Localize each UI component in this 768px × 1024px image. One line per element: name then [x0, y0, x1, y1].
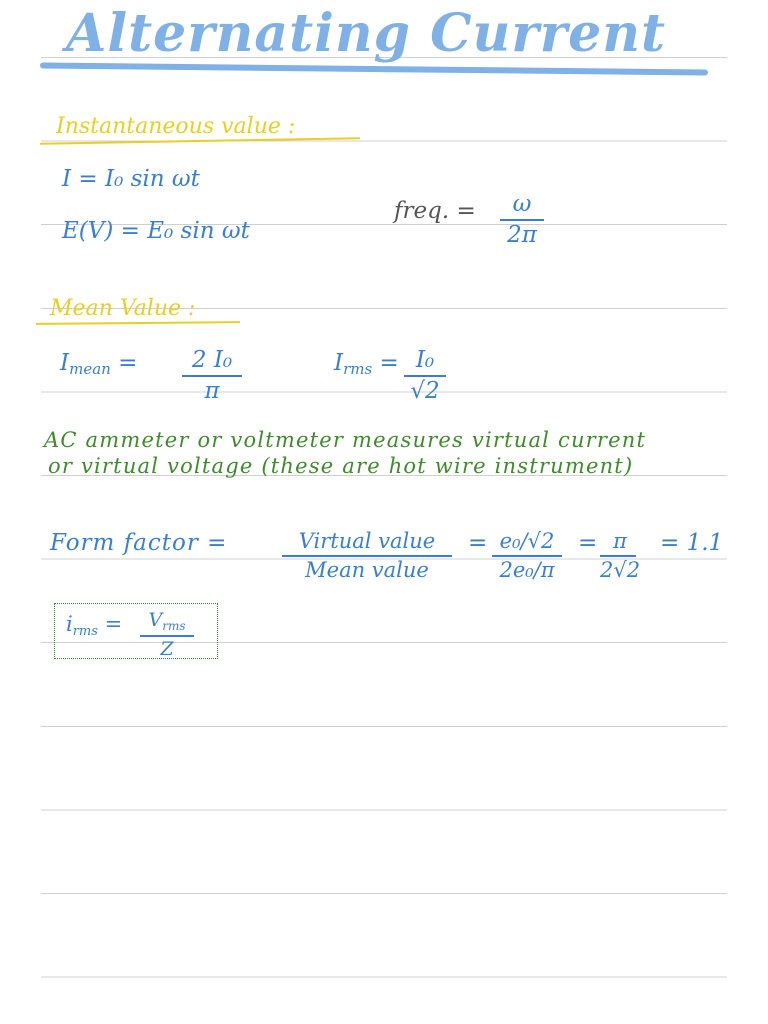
fraction-bar: [404, 375, 446, 377]
ff-frac3-numerator: π: [613, 529, 627, 553]
imean-subscript: mean: [69, 360, 111, 378]
imean-denominator: π: [204, 378, 220, 405]
freq-fraction: [500, 192, 544, 249]
irms-symbol: I: [334, 350, 344, 376]
fraction-bar: [492, 555, 562, 557]
page-title: Alternating Current: [66, 3, 667, 64]
freq-numerator: ω: [512, 191, 532, 217]
form-factor-fraction-1: [282, 530, 452, 582]
boxed-i-symbol: i: [66, 612, 73, 636]
ff-frac2-denominator: 2e₀/π: [499, 558, 555, 583]
ff-frac3-denominator: 2√2: [600, 558, 641, 583]
fraction-bar: [182, 375, 242, 377]
imean-symbol: I: [60, 350, 70, 376]
freq-denominator: 2π: [507, 222, 537, 249]
imean-fraction: [182, 348, 242, 405]
boxed-v-symbol: V: [148, 609, 163, 631]
ff-result: = 1.1: [660, 530, 724, 556]
fraction-bar: [500, 219, 544, 221]
boxed-denominator: Z: [160, 638, 174, 661]
irms-subscript: rms: [343, 360, 373, 378]
imean-numerator: 2 I₀: [191, 347, 233, 373]
irms-numerator: I₀: [415, 347, 435, 373]
irms-equals: =: [379, 350, 399, 376]
ff-equals-3: =: [578, 530, 598, 556]
ff-frac2-numerator: e₀/√2: [499, 529, 555, 553]
heading-mean-underline: [36, 321, 240, 325]
fraction-bar: [600, 555, 636, 557]
irms-label: [334, 352, 399, 377]
irms-fraction: [404, 348, 446, 405]
form-factor-label: Form factor =: [50, 530, 228, 556]
imean-equals: =: [118, 350, 138, 376]
boxed-equals: =: [104, 612, 123, 636]
equation-current: I = I₀ sin ωt: [62, 166, 200, 192]
boxed-fraction: [140, 610, 194, 660]
ff-equals-2: =: [468, 530, 488, 556]
note-line-1: AC ammeter or voltmeter measures virtual current: [44, 428, 647, 452]
freq-label: freq. =: [394, 198, 476, 224]
ff-frac1-numerator: Virtual value: [298, 529, 436, 553]
form-factor-fraction-2: [492, 530, 562, 582]
irms-denominator: √2: [410, 378, 440, 405]
title-underline: [40, 63, 708, 76]
fraction-bar: [140, 635, 194, 637]
heading-mean-value: Mean Value :: [50, 296, 196, 321]
fraction-bar: [282, 555, 452, 557]
heading-instantaneous: Instantaneous value :: [56, 114, 296, 139]
equation-emf: E(V) = E₀ sin ωt: [62, 218, 250, 244]
boxed-irms-label: [66, 614, 122, 638]
note-line-2: or virtual voltage (these are hot wire instrument): [48, 454, 634, 478]
form-factor-fraction-3: [600, 530, 640, 582]
ff-frac1-denominator: Mean value: [305, 558, 429, 583]
boxed-numerator: [148, 610, 185, 633]
boxed-v-subscript: rms: [162, 619, 186, 633]
boxed-i-subscript: rms: [72, 624, 98, 639]
imean-label: [60, 352, 137, 377]
